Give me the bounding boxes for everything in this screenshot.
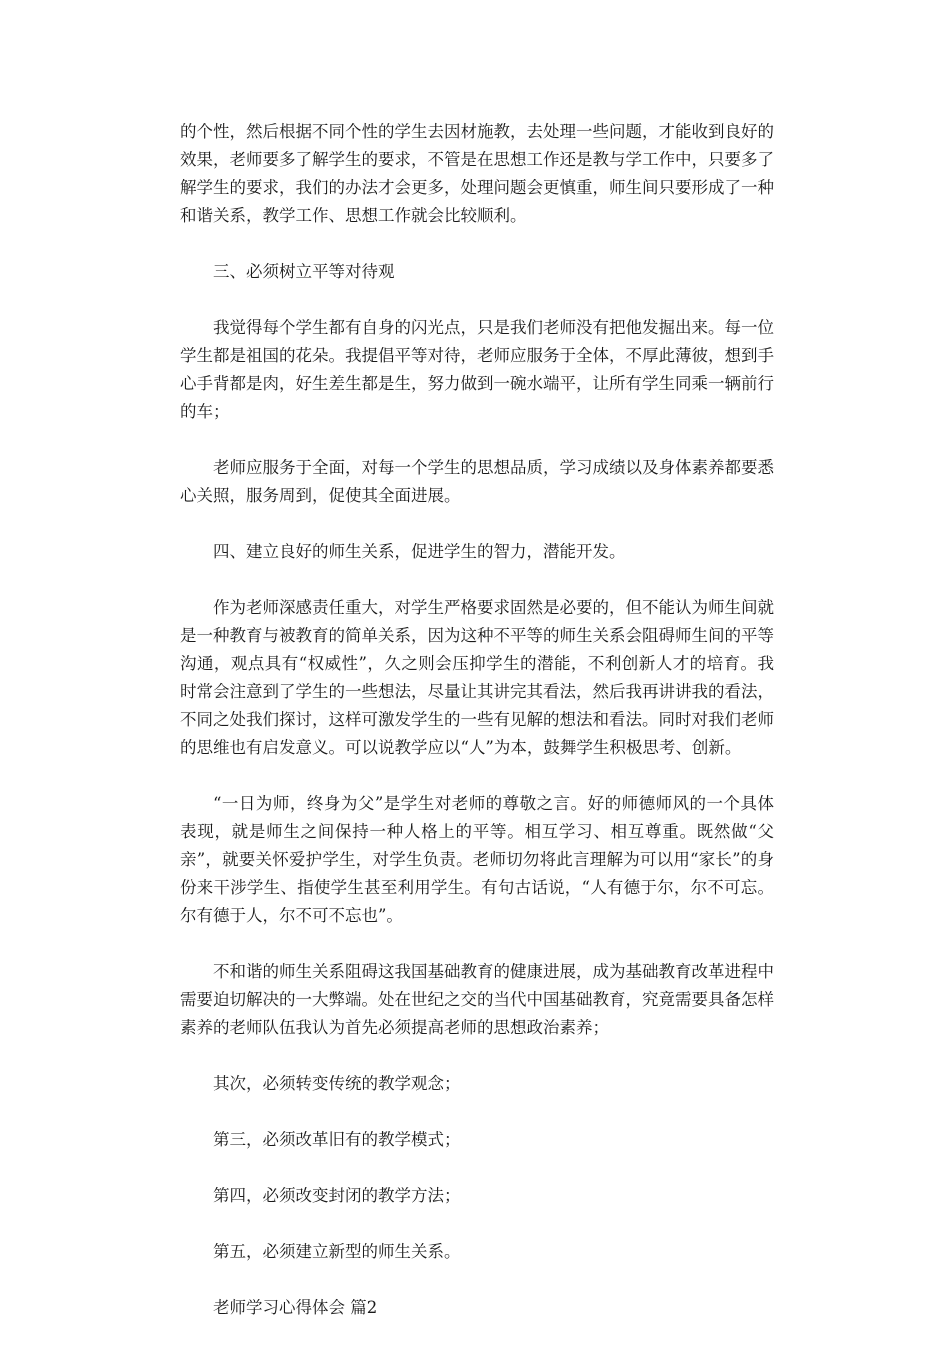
paragraph: 不和谐的师生关系阻碍这我国基础教育的健康进展，成为基础教育改革进程中需要迫切解决的一大弊端。处在世纪之交的当代中国基础教育，究竟需要具备怎样素养的老师队伍我认为首先必须提高老师的思想政治素养； [180,962,774,1037]
list-item: 第三，必须改革旧有的教学模式； [213,1130,461,1149]
section-heading-four: 四、建立良好的师生关系，促进学生的智力，潜能开发。 [213,542,626,561]
list-item: 其次，必须转变传统的教学观念； [213,1074,461,1093]
list-item: 第四，必须改变封闭的教学方法； [213,1186,461,1205]
paragraph: 作为老师深感责任重大，对学生严格要求固然是必要的，但不能认为师生间就是一种教育与被教育的简单关系，因为这种不平等的师生关系会阻碍师生间的平等沟通，观点具有“权威性”，久之则会压抑学生的潜能，不利创新人才的培育。我时常会注意到了学生的一些想法，尽量让其讲完其看法，然后我再讲讲我的看法，不同之处我们探讨，这样可激发学生的一些有见解的想法和看法。同时对我们老师的思维也有启发意义。可以说教学应以“人”为本，鼓舞学生积极思考、创新。 [180,598,774,757]
article-title: 老师学习心得体会 篇2 [213,1298,378,1317]
paragraph: 老师应服务于全面，对每一个学生的思想品质，学习成绩以及身体素养都要悉心关照，服务周到，促使其全面进展。 [180,458,774,505]
list-item: 第五，必须建立新型的师生关系。 [213,1242,461,1261]
section-heading-three: 三、必须树立平等对待观 [213,262,395,281]
document-body [180,118,774,1350]
paragraph: “一日为师，终身为父”是学生对老师的尊敬之言。好的师德师风的一个具体表现，就是师生之间保持一种人格上的平等。相互学习、相互尊重。既然做“父亲”，就要关怀爱护学生，对学生负责。老师切勿将此言理解为可以用“家长”的身份来干涉学生、指使学生甚至利用学生。有句古话说，“人有德于尔，尔不可忘。尔有德于人，尔不可不忘也”。 [180,794,774,925]
paragraph-continuation: 的个性，然后根据不同个性的学生去因材施教，去处理一些问题，才能收到良好的效果，老师要多了解学生的要求，不管是在思想工作还是教与学工作中，只要多了解学生的要求，我们的办法才会更多，处理问题会更慎重，师生间只要形成了一种和谐关系，教学工作、思想工作就会比较顺利。 [180,122,774,225]
paragraph: 我觉得每个学生都有自身的闪光点，只是我们老师没有把他发掘出来。每一位学生都是祖国的花朵。我提倡平等对待，老师应服务于全体，不厚此薄彼，想到手心手背都是肉，好生差生都是生，努力做到一碗水端平，让所有学生同乘一辆前行的车； [180,318,774,421]
